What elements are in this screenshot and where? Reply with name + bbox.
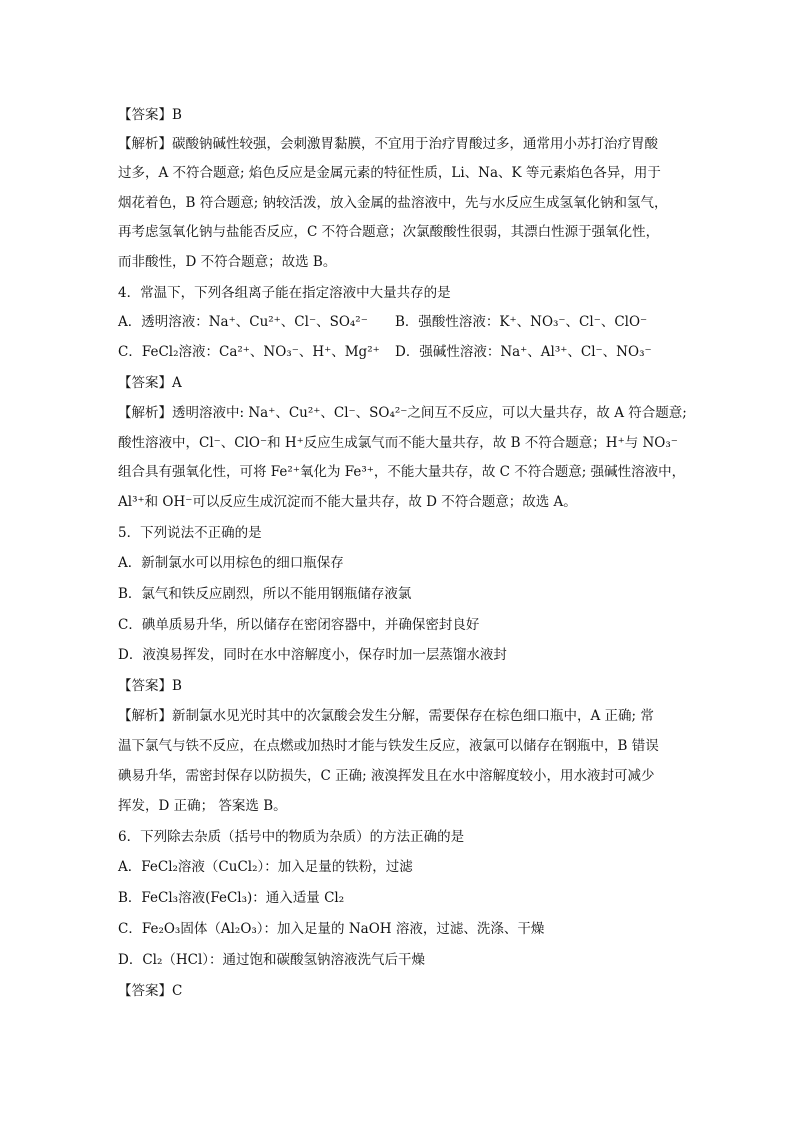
q5-analysis-line-3: 碘易升华，需密封保存以防损失，C 正确; 液溴挥发且在水中溶解度较小，用水液封可减少 bbox=[118, 768, 655, 784]
q6-stem: 6．下列除去杂质（括号中的物质为杂质）的方法正确的是 bbox=[118, 829, 465, 845]
q6-option-b: B．FeCl₃溶液(FeCl₃)：通入适量 Cl₂ bbox=[118, 890, 345, 906]
q4-analysis-line-4: Al³⁺和 OH⁻可以反应生成沉淀而不能大量共存，故 D 不符合题意；故选 A。 bbox=[118, 494, 577, 510]
q4-analysis-line-2: 酸性溶液中，Cl⁻、ClO⁻和 H⁺反应生成氯气而不能大量共存，故 B 不符合题意；H⁺与 NO₃⁻ bbox=[118, 435, 678, 451]
q3-analysis-line-1: 【解析】碳酸钠碱性较强，会刺激胃黏膜，不宜用于治疗胃酸过多，通常用小苏打治疗胃酸 bbox=[118, 136, 658, 152]
q5-option-b: B．氯气和铁反应剧烈，所以不能用钢瓶储存液氯 bbox=[118, 586, 412, 602]
q5-analysis-line-2: 温下氯气与铁不反应，在点燃或加热时才能与铁发生反应，液氯可以储存在钢瓶中，B 错误 bbox=[118, 738, 659, 754]
q6-option-d: D．Cl₂（HCl）：通过饱和碳酸氢钠溶液洗气后干燥 bbox=[118, 952, 426, 968]
q6-option-a: A．FeCl₂溶液（CuCl₂）：加入足量的铁粉，过滤 bbox=[118, 859, 413, 875]
q5-option-c: C．碘单质易升华，所以储存在密闭容器中，并确保密封良好 bbox=[118, 617, 480, 633]
q4-answer: 【答案】A bbox=[118, 375, 182, 391]
q5-answer: 【答案】B bbox=[118, 678, 182, 694]
q5-analysis-line-1: 【解析】新制氯水见光时其中的次氯酸会发生分解，需要保存在棕色细口瓶中，A 正确; 常 bbox=[118, 708, 654, 724]
q6-answer: 【答案】C bbox=[118, 983, 183, 999]
q5-analysis-line-4: 挥发，D 正确； 答案选 B。 bbox=[118, 798, 287, 814]
q4-analysis-line-1: 【解析】透明溶液中: Na⁺、Cu²⁺、Cl⁻、SO₄²⁻之间互不反应，可以大量共存，故 A 符合题意; bbox=[118, 405, 687, 421]
q4-option-a: A．透明溶液：Na⁺、Cu²⁺、Cl⁻、SO₄²⁻ bbox=[118, 314, 368, 330]
q3-answer: 【答案】B bbox=[118, 107, 182, 123]
q3-analysis-line-2: 过多，A 不符合题意; 焰色反应是金属元素的特征性质，Li、Na、K 等元素焰色各异，用于 bbox=[118, 165, 661, 181]
q4-option-d: D．强碱性溶液：Na⁺、Al³⁺、Cl⁻、NO₃⁻ bbox=[395, 344, 652, 360]
q4-option-b: B．强酸性溶液：K⁺、NO₃⁻、Cl⁻、ClO⁻ bbox=[395, 314, 648, 330]
q4-option-c: C．FeCl₂溶液：Ca²⁺、NO₃⁻、H⁺、Mg²⁺ bbox=[118, 344, 380, 360]
q5-stem: 5．下列说法不正确的是 bbox=[118, 525, 262, 541]
q5-option-a: A．新制氯水可以用棕色的细口瓶保存 bbox=[118, 555, 344, 571]
q3-analysis-line-4: 再考虑氢氧化钠与盐能否反应，C 不符合题意；次氯酸酸性很弱，其漂白性源于强氧化性， bbox=[118, 224, 660, 240]
q4-analysis-line-3: 组合具有强氧化性，可将 Fe²⁺氧化为 Fe³⁺，不能大量共存，故 C 不符合题意; 强碱性溶液中， bbox=[118, 464, 686, 480]
q3-analysis-line-5: 而非酸性，D 不符合题意；故选 B。 bbox=[118, 254, 337, 270]
q3-analysis-line-3: 烟花着色，B 符合题意; 钠较活泼，放入金属的盐溶液中，先与水反应生成氢氧化钠和氢气， bbox=[118, 195, 668, 211]
q5-option-d: D．液溴易挥发，同时在水中溶解度小，保存时加一层蒸馏水液封 bbox=[118, 647, 507, 663]
q4-stem: 4．常温下，下列各组离子能在指定溶液中大量共存的是 bbox=[118, 285, 451, 301]
q6-option-c: C．Fe₂O₃固体（Al₂O₃）：加入足量的 NaOH 溶液，过滤、洗涤、干燥 bbox=[118, 921, 545, 937]
